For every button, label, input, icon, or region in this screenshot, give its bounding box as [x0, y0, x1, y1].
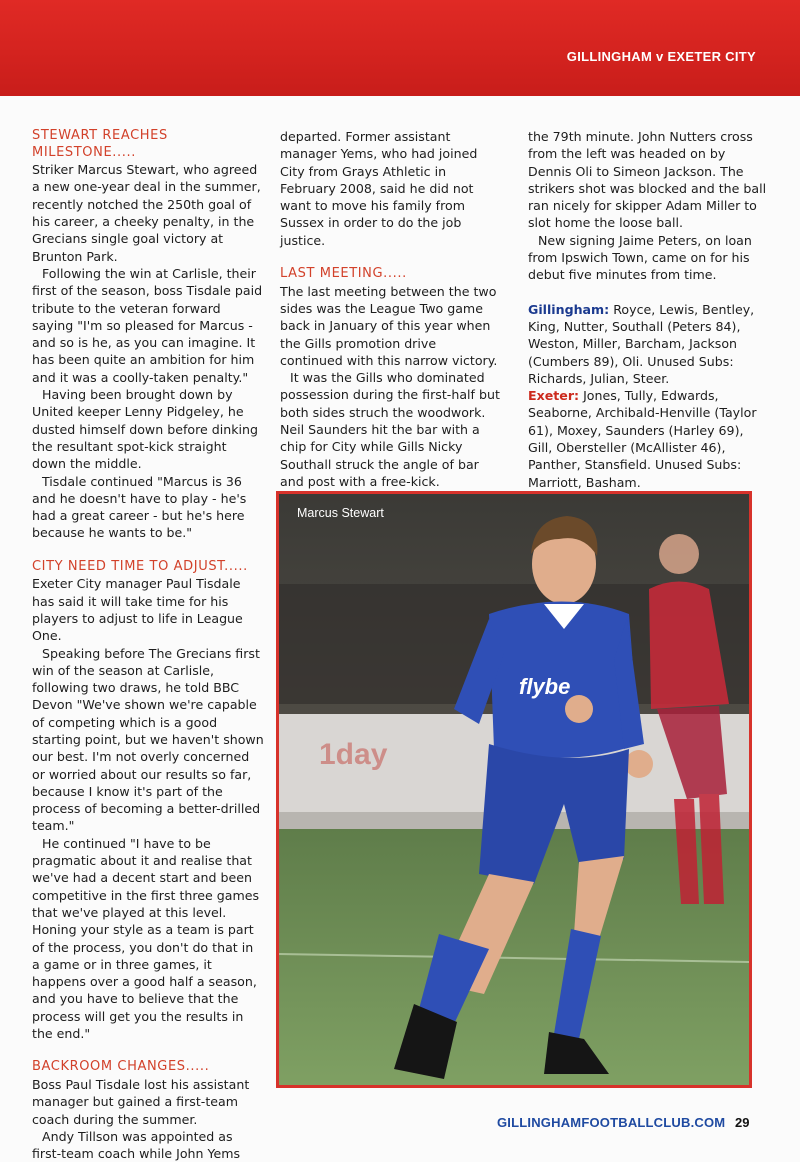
gillingham-label: Gillingham:: [528, 301, 610, 317]
paragraph: New signing Jaime Peters, on loan from Ipswich Town, came on for his debut five minutes from time.: [528, 232, 752, 283]
heading-line-1: STEWART REACHES: [32, 128, 168, 143]
paragraph: He continued "I have to be pragmatic about it and realise that we've had a decent start and been competitive in the first three games that we've played at this level. Honing your style as a team is part of the process, you don't do that in a game or in three games, it happens over a good half a season, and you have to believe that the process will get you the results in the end.": [32, 835, 260, 1042]
page-number: 29: [735, 1115, 750, 1130]
player-photo-illustration: [279, 494, 749, 1085]
svg-text:1day: 1day: [319, 738, 388, 771]
photo-caption: Marcus Stewart: [297, 506, 384, 520]
heading-line-2: MILESTONE.....: [32, 144, 136, 160]
section-heading-stewart: [32, 128, 264, 161]
paragraph: Boss Paul Tisdale lost his assistant manager but gained a first-team coach during the summer.: [32, 1076, 250, 1127]
paragraph: It was the Gills who dominated possession during the first-half but both sides struch the woodwork. Neil Saunders hit the bar with a chip for City while Gills Nicky Southall struck the angle of bar and post with a free-kick.: [280, 370, 500, 489]
exeter-players: Jones, Tully, Edwards, Seaborne, Archibald-Henville (Taylor 61), Moxey, Saunders (Harley 69), Gill, Obersteller (McAllister 46), Panther, Stansfield. Unused Subs: Marriott, Basham.: [528, 388, 757, 490]
paragraph: Having been brought down by United keeper Lenny Pidgeley, he dusted himself down before dinking the resultant spot-kick straight down the middle.: [32, 387, 258, 472]
paragraph-split-end: departed. Former assistant manager Yems, who had joined City from Grays Athletic in February 2008, said he did not want to move his family from Sussex in order to do the job justice.: [280, 129, 478, 248]
column-3: [528, 128, 768, 491]
section-heading-backroom: BACKROOM CHANGES.....: [32, 1059, 210, 1075]
paragraph: Exeter City manager Paul Tisdale has said it will take time for his players to adjust to life in League One.: [32, 576, 243, 644]
column-2: [280, 128, 502, 525]
match-title: GILLINGHAM v EXETER CITY: [566, 49, 756, 64]
header-banner: [0, 0, 800, 96]
column-1: [32, 128, 264, 1162]
paragraph: Following the win at Carlisle, their first of the season, boss Tisdale paid tribute to the veteran forward saying "I'm so pleased for Marcus - and so is he, as you can imagine. It has been quite an ambition for him and it was a coolly-taken penalty.": [32, 265, 263, 385]
gillingham-lineup: [528, 301, 768, 387]
player-photo: [276, 491, 752, 1088]
paragraph: Striker Marcus Stewart, who agreed a new one-year deal in the summer, recently notched the 250th goal of his career, a cheeky penalty, in the Grecians single goal victory at Brunton Park.: [32, 162, 261, 264]
exeter-lineup: [528, 387, 768, 491]
exeter-label: Exeter:: [528, 388, 580, 404]
paragraph-split-start: Andy Tillson was appointed as first-team coach while John Yems: [32, 1128, 241, 1162]
shirt-sponsor: flybe: [519, 674, 571, 699]
section-heading-last-meeting: LAST MEETING.....: [280, 266, 407, 282]
paragraph-split-end: the 79th minute. John Nutters cross from the left was headed on by Dennis Oli to Simeon Jackson. The strikers shot was blocked and the ball ran nicely for skipper Adam Miller to slot home the loose ball.: [528, 129, 767, 231]
footer-url: GILLINGHAMFOOTBALLCLUB.COM: [497, 1115, 726, 1130]
gillingham-players: Royce, Lewis, Bentley, King, Nutter, Southall (Peters 84), Weston, Miller, Barcham, Jackson (Cumbers 89), Oli. Unused Subs: Richards, Julian, Steer.: [528, 301, 755, 386]
paragraph: Speaking before The Grecians first win of the season at Carlisle, following two draws, he told BBC Devon "We've shown we're capable of competing which is a good starting point, but we haven't shown our best. I'm not overly concerned or worried about our results so far, because I know it's part of the process of becoming a better-drilled team.": [32, 645, 264, 834]
paragraph: The last meeting between the two sides was the League Two game back in January of this year when the Gills promotion drive continued with this narrow victory.: [280, 283, 498, 368]
paragraph: Tisdale continued "Marcus is 36 and he doesn't have to play - he's had a great career - but he's here because he wants to be.": [32, 473, 247, 541]
section-heading-city-need-time: CITY NEED TIME TO ADJUST.....: [32, 558, 248, 574]
